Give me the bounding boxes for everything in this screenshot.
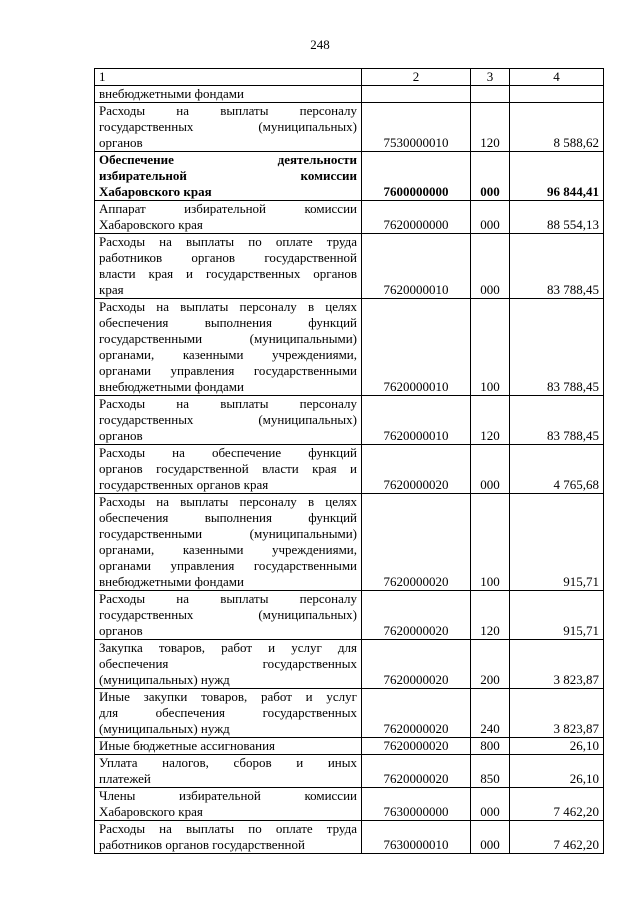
- row-name-cell: [95, 755, 362, 788]
- row-name-line: Расходы на выплаты по оплате труда: [99, 234, 357, 249]
- row-name-cell: [95, 152, 362, 201]
- table-row: [95, 821, 604, 854]
- row-name-line: Обеспечение деятельности: [99, 152, 357, 167]
- table-row: [95, 152, 604, 201]
- row-code-cell: 7620000020: [362, 755, 471, 788]
- row-name-line: обеспечения выполнения функций: [99, 315, 357, 330]
- row-name-cell: [95, 396, 362, 445]
- row-code-cell: 7630000010: [362, 821, 471, 854]
- row-amount-cell: 88 554,13: [510, 201, 604, 234]
- row-code-cell: 7620000020: [362, 494, 471, 591]
- table-row: [95, 755, 604, 788]
- row-name-line: Хабаровского края: [99, 184, 212, 199]
- row-name-line: работников органов государственной: [99, 250, 357, 265]
- row-code-cell: 7620000020: [362, 640, 471, 689]
- page-number: 248: [310, 37, 330, 52]
- row-name-line: Расходы на выплаты персоналу в целях: [99, 494, 357, 509]
- row-type-cell: 850: [471, 755, 510, 788]
- row-amount-cell: 26,10: [510, 755, 604, 788]
- row-name-line: государственных (муниципальных): [99, 119, 357, 134]
- row-name-line: избирательной комиссии: [99, 168, 357, 183]
- row-name-line: платежей: [99, 771, 151, 786]
- table-row: [95, 788, 604, 821]
- row-code-cell: 7620000010: [362, 299, 471, 396]
- table-row: [95, 234, 604, 299]
- row-type-cell: 000: [471, 821, 510, 854]
- row-name-cell: [95, 234, 362, 299]
- row-type-cell: 100: [471, 494, 510, 591]
- row-name-line: Расходы на выплаты по оплате труда: [99, 821, 357, 836]
- row-type-cell: 000: [471, 445, 510, 494]
- row-name-cell: [95, 591, 362, 640]
- row-name-line: органов: [99, 428, 143, 443]
- budget-table-body: [95, 69, 604, 854]
- row-name-line: края: [99, 282, 124, 297]
- table-row: [95, 445, 604, 494]
- header-col-1: 1: [95, 69, 362, 86]
- row-code-cell: 7600000000: [362, 152, 471, 201]
- row-type-cell: 000: [471, 201, 510, 234]
- row-code-cell: 7630000000: [362, 788, 471, 821]
- row-name-line: Иные бюджетные ассигнования: [99, 738, 276, 753]
- row-name-line: Аппарат избирательной комиссии: [99, 201, 357, 216]
- row-type-cell: 000: [471, 788, 510, 821]
- row-name-line: Расходы на обеспечение функций: [99, 445, 357, 460]
- row-name-cell: [95, 201, 362, 234]
- row-name-line: государственных (муниципальных): [99, 412, 357, 427]
- table-row: [95, 299, 604, 396]
- row-name-line: Хабаровского края: [99, 804, 203, 819]
- row-name-line: Члены избирательной комиссии: [99, 788, 357, 803]
- row-type-cell: 120: [471, 103, 510, 152]
- row-type-cell: 000: [471, 234, 510, 299]
- row-name-cell: [95, 738, 362, 755]
- table-row: [95, 103, 604, 152]
- row-amount-cell: 26,10: [510, 738, 604, 755]
- row-name-line: органов: [99, 135, 143, 150]
- row-type-cell: 240: [471, 689, 510, 738]
- row-name-cell: [95, 640, 362, 689]
- row-name-cell: [95, 86, 362, 103]
- row-code-cell: 7620000000: [362, 201, 471, 234]
- row-type-cell: 000: [471, 152, 510, 201]
- row-code-cell: 7620000020: [362, 445, 471, 494]
- row-name-line: Расходы на выплаты персоналу в целях: [99, 299, 357, 314]
- row-code-cell: 7620000010: [362, 396, 471, 445]
- row-name-cell: [95, 788, 362, 821]
- row-name-cell: [95, 821, 362, 854]
- row-name-line: органами, казенными учреждениями,: [99, 347, 357, 362]
- row-name-line: государственными (муниципальными): [99, 331, 357, 346]
- row-type-cell: 120: [471, 396, 510, 445]
- row-name-line: государственных органов края: [99, 477, 269, 492]
- row-code-cell: 7620000010: [362, 234, 471, 299]
- row-name-line: Закупка товаров, работ и услуг для: [99, 640, 357, 655]
- row-name-line: обеспечения выполнения функций: [99, 510, 357, 525]
- header-col-3: 3: [471, 69, 510, 86]
- table-header-row: [95, 69, 604, 86]
- row-name-cell: [95, 103, 362, 152]
- row-name-line: государственных (муниципальных): [99, 607, 357, 622]
- table-row: [95, 494, 604, 591]
- table-row: [95, 640, 604, 689]
- table-row: [95, 201, 604, 234]
- row-amount-cell: 83 788,45: [510, 234, 604, 299]
- row-name-line: (муниципальных) нужд: [99, 672, 230, 687]
- row-name-line: Уплата налогов, сборов и иных: [99, 755, 357, 770]
- row-name-line: Иные закупки товаров, работ и услуг: [99, 689, 357, 704]
- row-name-line: органами, казенными учреждениями,: [99, 542, 357, 557]
- row-name-line: Расходы на выплаты персоналу: [99, 591, 357, 606]
- table-row: [95, 689, 604, 738]
- row-amount-cell: 8 588,62: [510, 103, 604, 152]
- row-name-cell: [95, 494, 362, 591]
- row-type-cell: 200: [471, 640, 510, 689]
- row-amount-cell: 3 823,87: [510, 689, 604, 738]
- row-name-line: государственными (муниципальными): [99, 526, 357, 541]
- row-name-line: (муниципальных) нужд: [99, 721, 230, 736]
- table-row: [95, 396, 604, 445]
- row-type-cell: 120: [471, 591, 510, 640]
- row-name-line: власти края и государственных органов: [99, 266, 357, 281]
- row-name-cell: [95, 299, 362, 396]
- row-amount-cell: 4 765,68: [510, 445, 604, 494]
- table-row: [95, 86, 604, 103]
- row-name-line: внебюджетными фондами: [99, 574, 244, 589]
- row-code-cell: 7620000020: [362, 591, 471, 640]
- row-code-cell: [362, 86, 471, 103]
- row-amount-cell: 83 788,45: [510, 299, 604, 396]
- row-amount-cell: 915,71: [510, 591, 604, 640]
- row-type-cell: 100: [471, 299, 510, 396]
- row-code-cell: 7530000010: [362, 103, 471, 152]
- row-amount-cell: [510, 86, 604, 103]
- row-name-cell: [95, 445, 362, 494]
- row-amount-cell: 3 823,87: [510, 640, 604, 689]
- row-name-line: внебюджетными фондами: [99, 379, 244, 394]
- row-name-line: Расходы на выплаты персоналу: [99, 396, 357, 411]
- table-row: [95, 738, 604, 755]
- table-row: [95, 591, 604, 640]
- row-amount-cell: 915,71: [510, 494, 604, 591]
- row-type-cell: [471, 86, 510, 103]
- row-code-cell: 7620000020: [362, 738, 471, 755]
- row-name-line: работников органов государственной: [99, 837, 305, 852]
- row-name-line: органами управления государственными: [99, 558, 357, 573]
- row-name-line: органов государственной власти края и: [99, 461, 357, 476]
- row-name-line: внебюджетными фондами: [99, 86, 244, 101]
- row-amount-cell: 96 844,41: [510, 152, 604, 201]
- row-type-cell: 800: [471, 738, 510, 755]
- row-amount-cell: 83 788,45: [510, 396, 604, 445]
- row-amount-cell: 7 462,20: [510, 788, 604, 821]
- row-amount-cell: 7 462,20: [510, 821, 604, 854]
- row-name-cell: [95, 689, 362, 738]
- header-col-2: 2: [362, 69, 471, 86]
- row-name-line: органами управления государственными: [99, 363, 357, 378]
- row-name-line: Хабаровского края: [99, 217, 203, 232]
- header-col-4: 4: [510, 69, 604, 86]
- row-code-cell: 7620000020: [362, 689, 471, 738]
- row-name-line: органов: [99, 623, 143, 638]
- row-name-line: обеспечения государственных: [99, 656, 357, 671]
- row-name-line: Расходы на выплаты персоналу: [99, 103, 357, 118]
- budget-table: [94, 68, 604, 854]
- row-name-line: для обеспечения государственных: [99, 705, 357, 720]
